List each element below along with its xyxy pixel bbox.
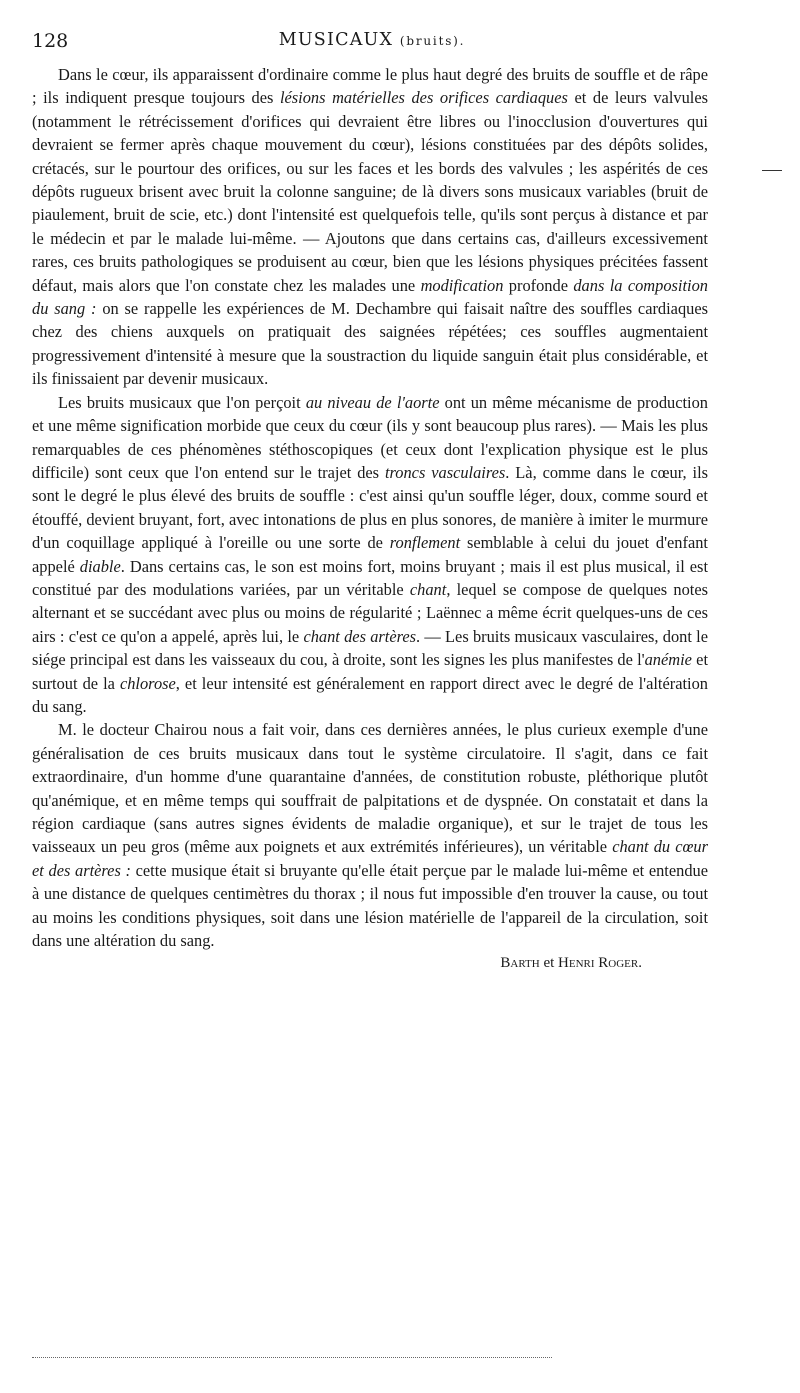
italic-phrase: modification [420, 275, 504, 295]
text-run: . Là, comme dans le cœur, ils sont le degré le plus élevé des bruits de souffle : c'est ainsi qu'un souffle léger, doux, comme sourd et étouffé, devient bruyant, fort, avec intonations de plus en plus sonores, de manière à imiter le murmure d'un coquillage appliqué à l'oreille ou une sorte de [32, 462, 708, 553]
text-run: semblable à celui du jouet d'enfant appelé [32, 533, 708, 576]
italic-phrase: chant du cœur et des artères : [32, 837, 708, 880]
italic-phrase: chant [409, 579, 447, 599]
text-run: Dans le cœur, ils apparaissent d'ordinaire comme le plus haut degré des bruits de souffle et de râpe ; ils indiquent presque toujours des [32, 65, 708, 108]
running-head [32, 30, 712, 50]
running-head-subtitle: (bruits). [399, 34, 466, 48]
italic-phrase: diable [79, 556, 121, 576]
signature [32, 952, 708, 975]
paragraph [32, 718, 708, 952]
text-run: M. le docteur Chairou nous a fait voir, dans ces dernières années, le plus curieux exemple d'une généralisation de ces bruits musicaux dans tout le système circulatoire. Il s'agit, dans ce fait extraordinaire, d'un homme d'une quarantaine d'années, de constitution robuste, pléthorique plutôt qu'anémique, et en même temps qui souffrait de palpitations et de dyspnée. On constatait et dans la région cardiaque (sans autres signes évidents de maladie organique), et sur le trajet de tous les vaisseaux un peu gros (même aux poignets et aux extrémités inférieures), un véritable [32, 720, 708, 857]
running-head-title: MUSICAUX [278, 30, 394, 50]
italic-phrase: au niveau de l'aorte [305, 392, 440, 412]
text-run: ont un même mécanisme de production et une même signification morbide que ceux du cœur (ils y sont beaucoup plus rares). — Mais les plus remarquables de ces phénomènes stéthoscopiques (et ceux dont l'explication physique est le plus difficile) sont ceux que l'on entend sur le trajet des [32, 392, 708, 482]
text-run: cette musique était si bruyante qu'elle était perçue par le malade lui-même et entendue à une distance de quelques centimètres du thorax ; il nous fut impossible d'en trouver la cause, ou tout au moins les conditions physiques, soit dans une lésion matérielle de l'appareil de la circulation, soit dans une altération du sang. [32, 860, 708, 951]
signature-author-1: Barth [500, 955, 540, 972]
text-run: . — Les bruits musicaux vasculaires, dont le siége principal est dans les vaisseaux du cou, à droite, sont les signes les plus manifestes de l' [32, 626, 709, 670]
italic-phrase: dans la composition du sang : [32, 275, 708, 319]
text-run: et surtout de la [32, 650, 708, 693]
page-number: 128 [32, 30, 69, 52]
margin-mark [762, 170, 782, 171]
italic-phrase: anémie [644, 650, 692, 670]
paragraph [32, 391, 708, 719]
italic-phrase: chant des artères [303, 626, 417, 646]
italic-phrase: lésions matérielles des orifices cardiaques [279, 88, 568, 108]
body-text [32, 63, 708, 975]
text-run: , lequel se compose de quelques notes alternant et se succédant avec plus ou moins de régularité ; Laënnec a même écrit quelques-uns de ces airs : c'est ce qu'on a appelé, après lui, le [32, 579, 708, 646]
text-run: , et leur intensité est généralement en rapport direct avec le degré de l'altération du sang. [32, 673, 708, 716]
italic-phrase: troncs vasculaires [384, 462, 506, 482]
italic-phrase: ronflement [389, 533, 461, 553]
signature-author-2: Henri Roger. [558, 955, 642, 972]
paragraph [32, 63, 708, 391]
italic-phrase: chlorose [119, 673, 176, 693]
text-run: et de leurs valvules (notamment le rétrécissement d'orifices qui devraient être libres ou l'inocclusion d'ouvertures qui devraient se fermer après chaque mouvement du cœur), lésions constituées par des dépôts solides, crétacés, sur le pourtour des orifices, ou sur les faces et les bords des valvules ; les aspérités de ces dépôts rugueux brisent avec bruit la colonne sanguine; de là divers sons musicaux variables (bruit de piaulement, bruit de scie, etc.) dont l'intensité est quelquefois telle, qu'ils sont perçus à distance et par le médecin et par le malade lui-même. — Ajoutons que dans certains cas, d'ailleurs excessivement rares, ces bruits pathologiques se produisent au cœur, bien que les lésions physiques précitées fassent défaut, mais alors que l'on constate chez les malades une [32, 88, 708, 295]
page-header [32, 30, 712, 54]
text-run: on se rappelle les expériences de M. Dechambre qui faisait naître des souffles cardiaques chez des chiens auxquels on pratiquait des saignées répétées; ces souffles augmentaient progressivement d'intensité à mesure que la soustraction du liquide sanguin était plus considérable, et ils finissaient par devenir musicaux. [32, 299, 708, 389]
footer-rule [32, 1357, 552, 1358]
text-run: profonde [503, 275, 574, 295]
signature-conjunction: et [543, 955, 555, 972]
text-run: Les bruits musicaux que l'on perçoit [58, 392, 306, 412]
text-run: . Dans certains cas, le son est moins fort, moins bruyant ; mais il est plus musical, il est constitué par des modulations variées, par un véritable [32, 556, 708, 599]
